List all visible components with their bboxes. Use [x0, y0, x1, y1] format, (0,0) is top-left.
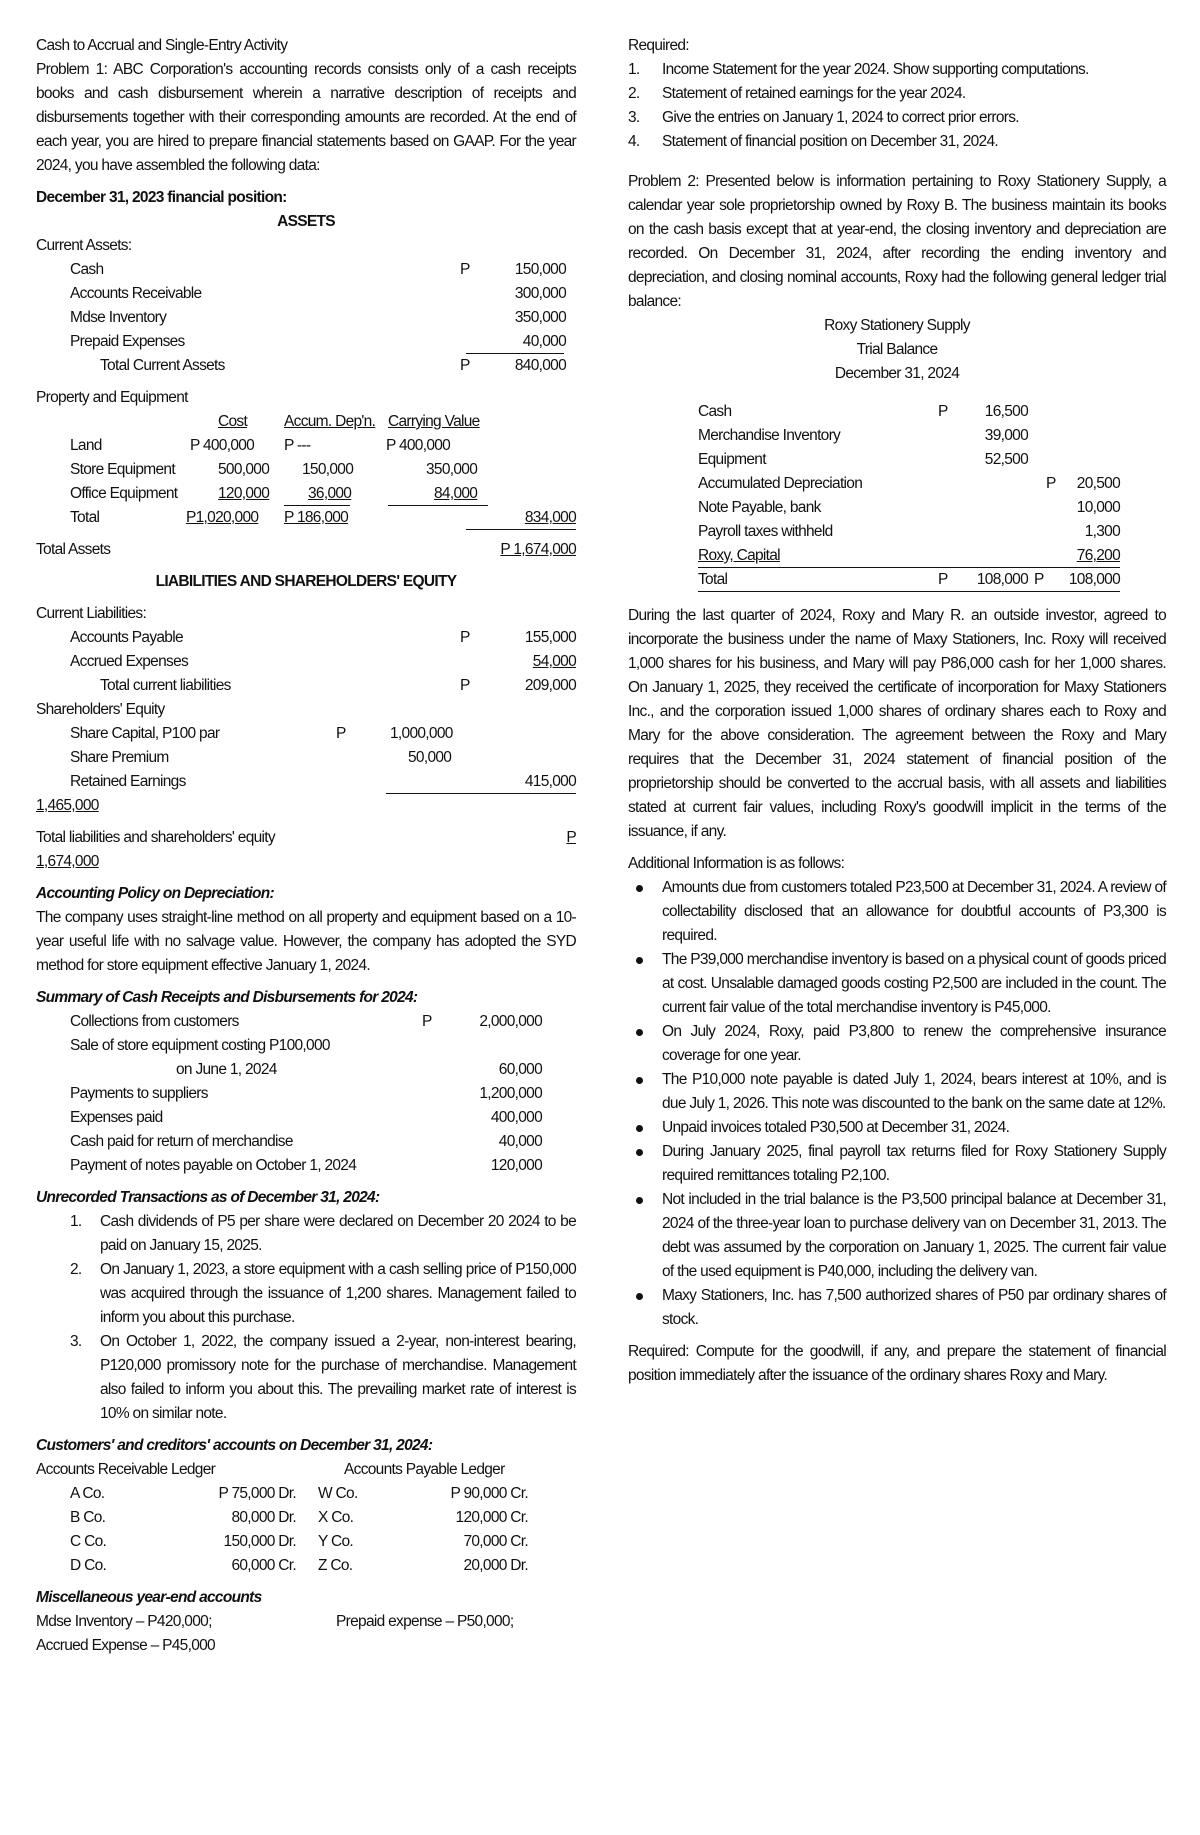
total-current-assets: Total Current Assets P 840,000	[100, 357, 566, 374]
cash-summary-heading: Summary of Cash Receipts and Disbursements for 2024:	[36, 989, 418, 1006]
bullet-icon	[636, 1077, 643, 1084]
equity-total-row: 1,465,000	[36, 797, 99, 814]
misc-heading: Miscellaneous year-end accounts	[36, 1589, 262, 1606]
problem-1-column	[36, 34, 576, 1658]
total-liabilities-equity-amount: 1,674,000	[36, 853, 99, 870]
bullet-icon	[636, 1029, 643, 1036]
list-item: 1. Income Statement for the year 2024. Show supporting computations.	[628, 61, 1089, 78]
list-item: Collections from customers P 2,000,000	[70, 1013, 542, 1030]
retained-earnings-row: Retained Earnings 415,000	[36, 770, 576, 794]
table-row: Roxy, Capital 76,200	[628, 544, 1166, 568]
bullet-icon	[636, 1197, 643, 1204]
depreciation-policy-heading: Accounting Policy on Depreciation:	[36, 885, 275, 902]
additional-info-list	[628, 876, 1166, 1332]
table-row: Payroll taxes withheld 1,300	[698, 523, 1120, 540]
list-item: 2. On January 1, 2023, a store equipment with a cash selling price of P150,000 was acquired through the issuance of 1,200 shares. Management failed to inform you about this purchase.	[70, 1261, 576, 1326]
list-item: Amounts due from customers totaled P23,500 at December 31, 2024. A review of collectability disclosed that an allowance for doubtful accounts of P3,300 is required.	[628, 876, 1166, 948]
tb-date: December 31, 2024	[834, 365, 960, 382]
current-liabilities-label: Current Liabilities:	[36, 605, 147, 622]
total-current-liabilities: Total current liabilities P 209,000	[100, 677, 576, 694]
assets-heading: ASSETS	[277, 213, 335, 230]
unrecorded-list	[36, 1210, 576, 1426]
list-item: Cash paid for return of merchandise 40,000	[70, 1133, 542, 1150]
ppe-label: Property and Equipment	[36, 389, 188, 406]
problem-1-intro: Problem 1: ABC Corporation's accounting records consists only of a cash receipts books and cash disbursement wherein a narrative description of receipts and disbursements together with their corresponding amounts are recorded. At the end of each year, you are hired to prepare financial statements based on GAAP. For the year 2024, you have assembled the following data:	[36, 61, 576, 174]
cash-summary-list	[36, 1010, 576, 1178]
misc-row: Accrued Expense – P45,000	[36, 1637, 215, 1654]
list-item: Sale of store equipment costing P100,000	[70, 1037, 330, 1054]
bullet-icon	[636, 1293, 643, 1300]
misc-row: Mdse Inventory – P420,000; Prepaid expense – P50,000;	[36, 1613, 514, 1630]
table-row: B Co. 80,000 Dr. X Co. 120,000 Cr.	[70, 1509, 528, 1526]
list-item: Cash P 150,000	[70, 261, 566, 278]
table-row: Note Payable, bank 10,000	[698, 499, 1120, 516]
problem-2-column	[628, 34, 1166, 1388]
shareholders-equity-label: Shareholders' Equity	[36, 701, 165, 718]
ledger-titles: Accounts Receivable Ledger Accounts Payable Ledger	[36, 1461, 505, 1478]
unrecorded-heading: Unrecorded Transactions as of December 31, 2024:	[36, 1189, 380, 1206]
list-item: The P10,000 note payable is dated July 1, 2024, bears interest at 10%, and is due July 1, 2026. This note was discounted to the bank on the same date at 12%.	[628, 1068, 1166, 1116]
ppe-header-row: Cost Accum. Dep'n. Carrying Value	[218, 413, 480, 430]
final-required: Required: Compute for the goodwill, if any, and prepare the statement of financial position immediately after the issuance of the ordinary shares Roxy and Mary.	[628, 1343, 1166, 1384]
current-assets-list	[36, 258, 576, 378]
total-liabilities-equity-row: Total liabilities and shareholders' equity P	[36, 829, 576, 846]
total-assets: Total Assets P 1,674,000	[36, 541, 576, 558]
list-item: 1. Cash dividends of P5 per share were declared on December 20 2024 to be paid on January 15, 2025.	[70, 1213, 576, 1254]
list-item: Not included in the trial balance is the P3,500 principal balance at December 31, 2024 of the three-year loan to purchase delivery van on December 31, 2013. The debt was assumed by the corporation on January 1, 2025. The current fair value of the used equipment is P40,000, including the delivery van.	[628, 1188, 1166, 1284]
list-item: 3. On October 1, 2022, the company issued a 2-year, non-interest bearing, P120,000 promissory note for the purchase of merchandise. Management also failed to inform you about this. The prevailing market rate of interest is 10% on similar note.	[70, 1333, 576, 1422]
additional-info-label: Additional Information is as follows:	[628, 855, 845, 872]
bullet-icon	[636, 1149, 643, 1156]
bullet-icon	[636, 885, 643, 892]
current-assets-label: Current Assets:	[36, 237, 132, 254]
table-row: C Co. 150,000 Dr. Y Co. 70,000 Cr.	[70, 1533, 528, 1550]
bullet-icon	[636, 1125, 643, 1132]
list-item: Expenses paid 400,000	[70, 1109, 542, 1126]
list-item: 2. Statement of retained earnings for the year 2024.	[628, 85, 966, 102]
table-row: Total P 108,000 P 108,000	[628, 568, 1166, 592]
table-row: Total P1,020,000 P 186,000 834,000	[36, 506, 576, 530]
list-item: Payments to suppliers 1,200,000	[70, 1085, 542, 1102]
list-item: Accrued Expenses 54,000	[70, 653, 576, 670]
required-list	[628, 58, 1166, 154]
table-row: Merchandise Inventory 39,000	[698, 427, 1028, 444]
financial-position-heading: December 31, 2023 financial position:	[36, 189, 287, 206]
table-row: Store Equipment 500,000 150,000 350,000	[70, 461, 478, 478]
share-capital-row: Share Capital, P100 par P 1,000,000	[70, 725, 453, 742]
liabilities-heading: LIABILITIES AND SHAREHOLDERS' EQUITY	[155, 573, 457, 590]
tb-company: Roxy Stationery Supply	[824, 317, 970, 334]
bullet-icon	[636, 957, 643, 964]
table-row: Office Equipment 120,000 36,000 84,000	[36, 482, 576, 506]
trial-balance-table	[628, 400, 1166, 592]
table-row: Land P 400,000 P --- P 400,000	[70, 437, 451, 454]
list-item: Unpaid invoices totaled P30,500 at December 31, 2024.	[628, 1116, 1166, 1140]
ledger-table	[36, 1482, 576, 1578]
list-item: Prepaid Expenses 40,000	[36, 330, 576, 354]
ledger-heading: Customers' and creditors' accounts on December 31, 2024:	[36, 1437, 433, 1454]
table-row: Equipment 52,500	[698, 451, 1028, 468]
share-premium-row: Share Premium 50,000	[70, 749, 452, 766]
list-item: On July 2024, Roxy, paid P3,800 to renew the comprehensive insurance coverage for one year.	[628, 1020, 1166, 1068]
required-label: Required:	[628, 37, 689, 54]
table-row: A Co. P 75,000 Dr. W Co. P 90,000 Cr.	[70, 1485, 528, 1502]
ppe-table	[36, 410, 576, 530]
list-item: 4. Statement of financial position on December 31, 2024.	[628, 133, 998, 150]
list-item: Accounts Receivable 300,000	[70, 285, 566, 302]
activity-title: Cash to Accrual and Single-Entry Activity	[36, 37, 288, 54]
table-row: Cash P 16,500	[698, 403, 1028, 420]
depreciation-policy-text: The company uses straight-line method on all property and equipment based on a 10-year useful life with no salvage value. However, the company has adopted the SYD method for store equipment effective January 1, 2024.	[36, 909, 576, 974]
list-item: During January 2025, final payroll tax returns filed for Roxy Stationery Supply required remittances totaling P2,100.	[628, 1140, 1166, 1188]
problem-2-intro: Problem 2: Presented below is information pertaining to Roxy Stationery Supply, a calendar year sole proprietorship owned by Roxy B. The business maintain its books on the cash basis except that at year-end, the closing inventory and depreciation are recorded. On December 31, 2024, after recording the ending inventory and depreciation, and closing nominal accounts, Roxy had the following general ledger trial balance:	[628, 173, 1166, 310]
tb-title: Trial Balance	[856, 341, 938, 358]
table-row: D Co. 60,000 Cr. Z Co. 20,000 Dr.	[70, 1557, 528, 1574]
list-item: Accounts Payable P 155,000	[70, 629, 576, 646]
list-item: 3. Give the entries on January 1, 2024 to correct prior errors.	[628, 109, 1019, 126]
list-item: The P39,000 merchandise inventory is based on a physical count of goods priced at cost. Unsalable damaged goods costing P2,500 are included in the count. The current fair value of the total merchandise inventory is P45,000.	[628, 948, 1166, 1020]
list-item: Payment of notes payable on October 1, 2024 120,000	[70, 1157, 542, 1174]
table-row: Accumulated Depreciation P 20,500	[698, 475, 1120, 492]
list-item: Maxy Stationers, Inc. has 7,500 authorized shares of P50 par ordinary shares of stock.	[628, 1284, 1166, 1332]
problem-2-details: During the last quarter of 2024, Roxy and Mary R. an outside investor, agreed to incorporate the business under the name of Maxy Stationers, Inc. Roxy will received 1,000 shares for his business, and Mary will pay P86,000 cash for her 1,000 shares. On January 1, 2025, they received the certificate of incorporation for Maxy Stationers Inc., and the corporation issued 1,000 shares of ordinary shares each to Roxy and Mary for the above consideration. The agreement between the Roxy and Mary requires that the December 31, 2024 statement of financial position of the proprietorship should be converted to the accrual basis, with all assets and liabilities stated at current fair values, including Roxy's goodwill implicit in the terms of the issuance, if any.	[628, 607, 1166, 840]
list-item: Mdse Inventory 350,000	[70, 309, 566, 326]
list-item: on June 1, 2024 60,000	[176, 1061, 542, 1078]
